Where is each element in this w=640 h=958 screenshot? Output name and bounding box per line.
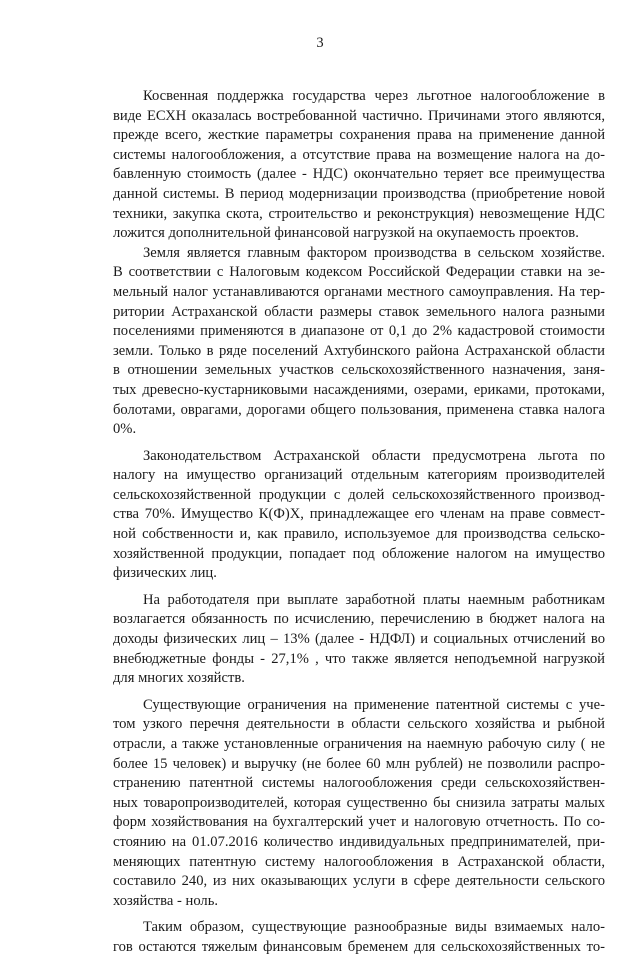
- text-line: ной собственности и, как правило, используемое для производства сельско-: [113, 526, 605, 543]
- text-line: ритории Астраханской области размеры ставок земельного налога разными: [113, 303, 605, 320]
- text-line: доходы физических лиц – 13% (далее - НДФЛ) и социальных отчислений во: [113, 631, 605, 648]
- text-line: На работодателя при выплате заработной платы наемным работникам: [143, 591, 605, 608]
- text-line: возлагается обязанность по исчислению, перечислению в бюджет налога на: [113, 611, 605, 628]
- text-line: меняющих патентную систему налогообложения в Астраханской области,: [113, 853, 605, 870]
- text-line: виде ЕСХН оказалась востребованной частично. Причинами этого являются,: [113, 107, 605, 124]
- text-line: Таким образом, существующие разнообразные виды взимаемых нало-: [143, 919, 605, 936]
- text-line: составило 240, из них оказывающих услуги в сфере деятельности сельского: [113, 873, 605, 890]
- text-line: ложится дополнительной финансовой нагрузкой на окупаемость проектов.: [113, 225, 579, 242]
- text-line: мельный налог устанавливаются органами местного самоуправления. На тер-: [113, 283, 605, 300]
- text-line: отрасли, а также установленные ограничения на наемную рабочую силу ( не: [113, 736, 605, 752]
- paragraph-patent-system: [113, 696, 605, 912]
- paragraph-property-tax: [113, 447, 605, 584]
- text-line: физических лиц.: [113, 565, 217, 582]
- text-line: 0%.: [113, 421, 137, 438]
- paragraph-land-tax: [113, 244, 605, 440]
- text-line: более 15 человек) и выручку (не более 60 млн рублей) не позволили распро-: [113, 755, 605, 772]
- paragraph-gap: [113, 689, 605, 696]
- text-line: хозяйства - ноль.: [113, 892, 219, 909]
- text-line: Косвенная поддержка государства через льготное налогообложение в: [143, 88, 605, 104]
- paragraph-gap: [113, 911, 605, 918]
- text-line: Земля является главным фактором производства в сельском хозяйстве.: [143, 244, 605, 261]
- text-line: гов остаются тяжелым финансовым бременем для сельскохозяйственных то-: [113, 938, 605, 955]
- text-line: бавленную стоимость (далее - НДС) окончательно теряет все преимущества: [113, 166, 605, 183]
- text-line: болотами, оврагами, дорогами общего пользования, применена ставка налога: [113, 401, 605, 418]
- text-line: ства 70%. Имущество К(Ф)Х, принадлежащее его членам на праве совмест-: [113, 506, 605, 523]
- text-line: странению патентной системы налогообложения среди сельскохозяйствен-: [113, 775, 605, 792]
- paragraph-conclusion: [113, 918, 605, 957]
- text-line: земли. Только в ряде поселений Ахтубинского района Астраханской области: [113, 342, 605, 359]
- document-body: [113, 87, 605, 958]
- text-line: В соответствии с Налоговым кодексом Российской Федерации ставки на зе-: [113, 264, 605, 281]
- text-line: в отношении земельных участков сельскохозяйственного назначения, заня-: [113, 362, 605, 379]
- text-line: Существующие ограничения на применение патентной системы с уче-: [143, 696, 605, 713]
- text-line: техники, закупка скота, строительство и реконструкция) невозмещение НДС: [113, 205, 605, 222]
- paragraph-tax-esxn: [113, 87, 605, 244]
- text-line: стоянию на 01.07.2016 количество индивидуальных предпринимателей, при-: [113, 833, 605, 850]
- paragraph-gap: [113, 440, 605, 447]
- text-line: системы налогообложения, а отсутствие права на возмещение налога на до-: [113, 146, 605, 163]
- text-line: данной системы. В период модернизации производства (приобретение новой: [113, 185, 605, 202]
- page-number: 3: [316, 35, 324, 51]
- text-line: Законодательством Астраханской области предусмотрена льгота по: [143, 447, 605, 464]
- paragraph-gap: [113, 584, 605, 591]
- text-line: налогу на имущество организаций отдельным категориям производителей: [113, 467, 605, 484]
- text-line: для многих хозяйств.: [113, 670, 245, 687]
- text-line: поселениями применяются в диапазоне от 0,1 до 2% кадастровой стоимости: [113, 323, 605, 340]
- text-line: форм хозяйствования на бухгалтерский учет и налоговую отчетность. По со-: [113, 814, 605, 831]
- text-line: прежде всего, жесткие параметры сохранения права на применение данной: [113, 127, 605, 144]
- text-line: том узкого перечня деятельности в области сельского хозяйства и рыбной: [113, 716, 605, 733]
- text-line: тых древесно-кустарниковыми насаждениями, озерами, ериками, протоками,: [113, 381, 605, 398]
- paragraph-employer-tax: [113, 591, 605, 689]
- text-line: хозяйственной продукции, попадает под обложение налогом на имущество: [113, 545, 605, 562]
- text-line: внебюджетные фонды - 27,1% , что также является неподъемной нагрузкой: [113, 650, 605, 667]
- text-line: ных товаропроизводителей, которая существенно бы снизила затраты малых: [113, 794, 605, 811]
- text-line: сельскохозяйственной продукции с долей сельскохозяйственного производ-: [113, 486, 605, 503]
